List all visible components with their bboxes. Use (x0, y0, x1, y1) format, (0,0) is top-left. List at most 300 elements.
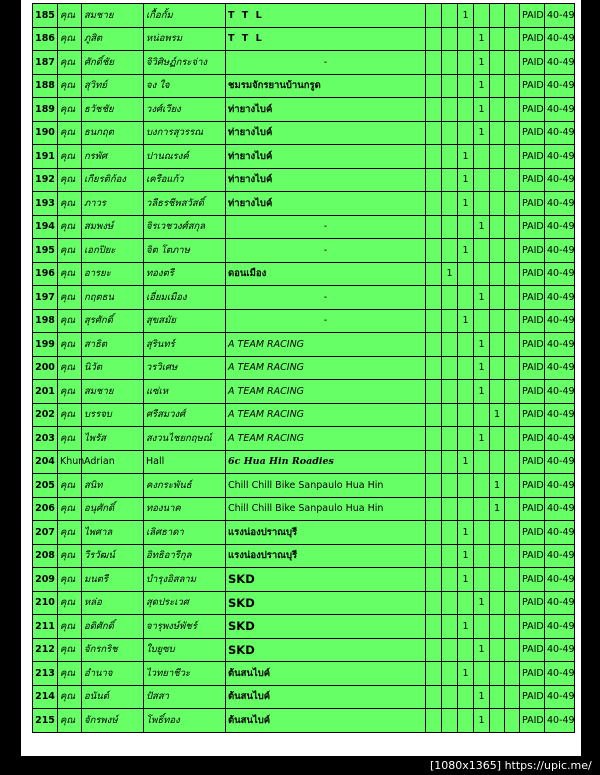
mark-cell: 1 (458, 450, 474, 474)
name-prefix: คุณ (58, 685, 82, 709)
name-prefix: คุณ (58, 74, 82, 98)
mark-cell: 1 (490, 474, 505, 498)
row-number: 192 (33, 168, 58, 192)
mark-cell (458, 27, 474, 51)
mark-cell: 1 (458, 521, 474, 545)
table-row (33, 286, 575, 310)
first-name: กรพัศ (82, 145, 144, 169)
team-name: ท่ายางไบค์ (226, 145, 426, 169)
team-name: Chill Chill Bike Sanpaulo Hua Hin (226, 497, 426, 521)
payment-status: PAID (520, 521, 545, 545)
mark-cell (505, 121, 520, 145)
age-group: 40-49 (545, 51, 575, 75)
team-name: ต้นสนไบค์ (226, 685, 426, 709)
mark-cell (490, 568, 505, 592)
row-number: 196 (33, 262, 58, 286)
mark-cell (426, 615, 442, 639)
mark-cell (505, 98, 520, 122)
last-name: จารุพงษ์พัชร์ (144, 615, 226, 639)
table-row (33, 450, 575, 474)
age-group: 40-49 (545, 192, 575, 216)
mark-cell (474, 568, 490, 592)
last-name: บำรุงอิสลาม (144, 568, 226, 592)
first-name: อำนาจ (82, 662, 144, 686)
row-number: 193 (33, 192, 58, 216)
table-row (33, 615, 575, 639)
payment-status: PAID (520, 709, 545, 733)
mark-cell: 1 (474, 427, 490, 451)
mark-cell: 1 (474, 685, 490, 709)
payment-status: PAID (520, 333, 545, 357)
payment-status: PAID (520, 192, 545, 216)
mark-cell (490, 262, 505, 286)
first-name: สมชาย (82, 4, 144, 28)
row-number: 198 (33, 309, 58, 333)
last-name: อิทธิอารีกุล (144, 544, 226, 568)
mark-cell (426, 380, 442, 404)
mark-cell (505, 638, 520, 662)
age-group: 40-49 (545, 27, 575, 51)
table-row (33, 239, 575, 263)
mark-cell (426, 239, 442, 263)
age-group: 40-49 (545, 615, 575, 639)
age-group: 40-49 (545, 450, 575, 474)
team-name: T T L (226, 4, 426, 28)
table-row (33, 121, 575, 145)
mark-cell (505, 192, 520, 216)
mark-cell (442, 474, 458, 498)
table-row (33, 709, 575, 733)
mark-cell: 1 (458, 544, 474, 568)
age-group: 40-49 (545, 685, 575, 709)
team-name: - (226, 215, 426, 239)
mark-cell (426, 74, 442, 98)
payment-status: PAID (520, 262, 545, 286)
team-name: ท่ายางไบค์ (226, 98, 426, 122)
team-name: Chill Chill Bike Sanpaulo Hua Hin (226, 474, 426, 498)
row-number: 213 (33, 662, 58, 686)
mark-cell (458, 51, 474, 75)
mark-cell (442, 521, 458, 545)
mark-cell (458, 74, 474, 98)
mark-cell (426, 662, 442, 686)
team-name: A TEAM RACING (226, 356, 426, 380)
team-name: - (226, 309, 426, 333)
mark-cell (505, 145, 520, 169)
mark-cell (442, 497, 458, 521)
table-row (33, 74, 575, 98)
mark-cell (505, 474, 520, 498)
mark-cell: 1 (474, 333, 490, 357)
mark-cell (505, 709, 520, 733)
age-group: 40-49 (545, 356, 575, 380)
mark-cell (442, 98, 458, 122)
mark-cell: 1 (490, 497, 505, 521)
last-name: จง ใจ (144, 74, 226, 98)
mark-cell (426, 403, 442, 427)
mark-cell (490, 74, 505, 98)
age-group: 40-49 (545, 497, 575, 521)
payment-status: PAID (520, 662, 545, 686)
mark-cell (426, 544, 442, 568)
row-number: 199 (33, 333, 58, 357)
mark-cell (490, 450, 505, 474)
payment-status: PAID (520, 380, 545, 404)
mark-cell (490, 591, 505, 615)
mark-cell (505, 568, 520, 592)
mark-cell (458, 98, 474, 122)
mark-cell (442, 309, 458, 333)
last-name: ไวทยาชีวะ (144, 662, 226, 686)
mark-cell (426, 591, 442, 615)
team-name: - (226, 239, 426, 263)
mark-cell (442, 286, 458, 310)
payment-status: PAID (520, 497, 545, 521)
first-name: วีรวัฒน์ (82, 544, 144, 568)
row-number: 187 (33, 51, 58, 75)
mark-cell (490, 51, 505, 75)
age-group: 40-49 (545, 662, 575, 686)
last-name: ใบยูซบ (144, 638, 226, 662)
name-prefix: คุณ (58, 615, 82, 639)
table-row (33, 685, 575, 709)
table-row (33, 638, 575, 662)
first-name: มนตรี (82, 568, 144, 592)
name-prefix: คุณ (58, 427, 82, 451)
first-name: สนิท (82, 474, 144, 498)
mark-cell (458, 638, 474, 662)
row-number: 197 (33, 286, 58, 310)
name-prefix: คุณ (58, 544, 82, 568)
mark-cell (505, 4, 520, 28)
mark-cell (442, 356, 458, 380)
team-name: A TEAM RACING (226, 427, 426, 451)
mark-cell (442, 192, 458, 216)
name-prefix: คุณ (58, 521, 82, 545)
payment-status: PAID (520, 98, 545, 122)
mark-cell (490, 286, 505, 310)
mark-cell (505, 333, 520, 357)
first-name: บรรจบ (82, 403, 144, 427)
mark-cell (426, 450, 442, 474)
payment-status: PAID (520, 74, 545, 98)
last-name: คงกระพันธ์ (144, 474, 226, 498)
age-group: 40-49 (545, 427, 575, 451)
mark-cell (442, 239, 458, 263)
mark-cell (490, 638, 505, 662)
mark-cell: 1 (474, 215, 490, 239)
team-name: แรงน่องปราณบุรี (226, 544, 426, 568)
team-name: ดอนเมือง (226, 262, 426, 286)
mark-cell (505, 215, 520, 239)
mark-cell (458, 215, 474, 239)
payment-status: PAID (520, 685, 545, 709)
payment-status: PAID (520, 568, 545, 592)
mark-cell (490, 427, 505, 451)
name-prefix: คุณ (58, 98, 82, 122)
mark-cell (474, 615, 490, 639)
payment-status: PAID (520, 51, 545, 75)
mark-cell (505, 309, 520, 333)
payment-status: PAID (520, 638, 545, 662)
mark-cell: 1 (458, 662, 474, 686)
mark-cell (442, 74, 458, 98)
first-name: หล่อ (82, 591, 144, 615)
payment-status: PAID (520, 27, 545, 51)
first-name: จักรกริช (82, 638, 144, 662)
team-name: T T L (226, 27, 426, 51)
payment-status: PAID (520, 427, 545, 451)
row-number: 211 (33, 615, 58, 639)
team-name: - (226, 286, 426, 310)
mark-cell (505, 685, 520, 709)
age-group: 40-49 (545, 568, 575, 592)
table-row (33, 98, 575, 122)
last-name: เอี่ยมเมือง (144, 286, 226, 310)
mark-cell (426, 27, 442, 51)
mark-cell (490, 145, 505, 169)
first-name: สุรศักดิ์ (82, 309, 144, 333)
name-prefix: คุณ (58, 403, 82, 427)
name-prefix: คุณ (58, 474, 82, 498)
mark-cell (490, 709, 505, 733)
mark-cell (426, 4, 442, 28)
last-name: จิต โตภาษ (144, 239, 226, 263)
mark-cell (426, 685, 442, 709)
table-row (33, 662, 575, 686)
age-group: 40-49 (545, 98, 575, 122)
mark-cell: 1 (474, 51, 490, 75)
mark-cell (458, 427, 474, 451)
mark-cell (426, 709, 442, 733)
mark-cell (490, 356, 505, 380)
first-name: ภาวร (82, 192, 144, 216)
table-row (33, 403, 575, 427)
mark-cell (474, 403, 490, 427)
mark-cell (426, 474, 442, 498)
name-prefix: คุณ (58, 638, 82, 662)
table-row (33, 544, 575, 568)
age-group: 40-49 (545, 4, 575, 28)
payment-status: PAID (520, 121, 545, 145)
last-name: Hall (144, 450, 226, 474)
mark-cell (490, 309, 505, 333)
mark-cell (474, 309, 490, 333)
mark-cell: 1 (490, 403, 505, 427)
registration-table (32, 3, 575, 733)
mark-cell (505, 544, 520, 568)
team-name: ท่ายางไบค์ (226, 168, 426, 192)
team-name: A TEAM RACING (226, 333, 426, 357)
name-prefix: คุณ (58, 51, 82, 75)
row-number: 208 (33, 544, 58, 568)
mark-cell (426, 168, 442, 192)
mark-cell (458, 333, 474, 357)
name-prefix: คุณ (58, 4, 82, 28)
mark-cell (474, 145, 490, 169)
table-row (33, 192, 575, 216)
mark-cell (474, 474, 490, 498)
team-name: 6c Hua Hin Roadies (226, 450, 426, 474)
table-row (33, 497, 575, 521)
name-prefix: Khun (58, 450, 82, 474)
mark-cell (426, 98, 442, 122)
row-number: 205 (33, 474, 58, 498)
age-group: 40-49 (545, 74, 575, 98)
mark-cell (426, 286, 442, 310)
name-prefix: คุณ (58, 380, 82, 404)
mark-cell: 1 (458, 4, 474, 28)
payment-status: PAID (520, 239, 545, 263)
mark-cell (426, 145, 442, 169)
mark-cell (490, 239, 505, 263)
last-name: สุขสมัย (144, 309, 226, 333)
mark-cell: 1 (474, 380, 490, 404)
watermark-text: [1080x1365] https://upic.me/ (430, 759, 592, 772)
mark-cell (442, 168, 458, 192)
team-name: SKD (226, 591, 426, 615)
last-name: ปัสสา (144, 685, 226, 709)
table-row (33, 333, 575, 357)
row-number: 204 (33, 450, 58, 474)
mark-cell (505, 27, 520, 51)
mark-cell (442, 4, 458, 28)
mark-cell (442, 145, 458, 169)
name-prefix: คุณ (58, 27, 82, 51)
mark-cell (505, 662, 520, 686)
mark-cell (442, 685, 458, 709)
row-number: 202 (33, 403, 58, 427)
row-number: 214 (33, 685, 58, 709)
table-row (33, 427, 575, 451)
mark-cell (490, 521, 505, 545)
team-name: SKD (226, 638, 426, 662)
payment-status: PAID (520, 309, 545, 333)
last-name: แซ่เห (144, 380, 226, 404)
first-name: สมชาย (82, 380, 144, 404)
first-name: ไพรัส (82, 427, 144, 451)
mark-cell: 1 (458, 168, 474, 192)
age-group: 40-49 (545, 286, 575, 310)
mark-cell (474, 168, 490, 192)
first-name: ไพศาล (82, 521, 144, 545)
table-row (33, 262, 575, 286)
first-name: อนุศักดิ์ (82, 497, 144, 521)
mark-cell (490, 544, 505, 568)
first-name: ธนกฤต (82, 121, 144, 145)
name-prefix: คุณ (58, 239, 82, 263)
mark-cell (505, 262, 520, 286)
mark-cell (490, 333, 505, 357)
age-group: 40-49 (545, 403, 575, 427)
age-group: 40-49 (545, 215, 575, 239)
last-name: เกื้อกั้ม (144, 4, 226, 28)
mark-cell (505, 380, 520, 404)
last-name: บงการสุวรรณ (144, 121, 226, 145)
row-number: 215 (33, 709, 58, 733)
age-group: 40-49 (545, 591, 575, 615)
mark-cell (474, 239, 490, 263)
first-name: เอกปิยะ (82, 239, 144, 263)
mark-cell (442, 662, 458, 686)
mark-cell (490, 27, 505, 51)
first-name: Adrian (82, 450, 144, 474)
row-number: 209 (33, 568, 58, 592)
name-prefix: คุณ (58, 192, 82, 216)
first-name: เกียรติก้อง (82, 168, 144, 192)
first-name: สาธิต (82, 333, 144, 357)
mark-cell (490, 192, 505, 216)
table-row (33, 380, 575, 404)
age-group: 40-49 (545, 638, 575, 662)
name-prefix: คุณ (58, 568, 82, 592)
payment-status: PAID (520, 4, 545, 28)
mark-cell: 1 (474, 27, 490, 51)
team-name: แรงน่องปราณบุรี (226, 521, 426, 545)
mark-cell (505, 615, 520, 639)
payment-status: PAID (520, 403, 545, 427)
first-name: นิวัต (82, 356, 144, 380)
mark-cell (505, 497, 520, 521)
last-name: เครือแก้ว (144, 168, 226, 192)
mark-cell (490, 121, 505, 145)
mark-cell (426, 638, 442, 662)
row-number: 194 (33, 215, 58, 239)
payment-status: PAID (520, 474, 545, 498)
mark-cell (474, 521, 490, 545)
payment-status: PAID (520, 450, 545, 474)
mark-cell (426, 333, 442, 357)
row-number: 189 (33, 98, 58, 122)
age-group: 40-49 (545, 709, 575, 733)
row-number: 200 (33, 356, 58, 380)
mark-cell (426, 309, 442, 333)
mark-cell (458, 380, 474, 404)
name-prefix: คุณ (58, 121, 82, 145)
row-number: 191 (33, 145, 58, 169)
first-name: สุวิทย์ (82, 74, 144, 98)
mark-cell (505, 356, 520, 380)
mark-cell: 1 (474, 356, 490, 380)
mark-cell: 1 (458, 309, 474, 333)
team-name: ต้นสนไบค์ (226, 662, 426, 686)
name-prefix: คุณ (58, 215, 82, 239)
mark-cell (442, 380, 458, 404)
mark-cell (505, 521, 520, 545)
mark-cell (474, 497, 490, 521)
mark-cell (442, 333, 458, 357)
mark-cell (426, 192, 442, 216)
mark-cell (458, 403, 474, 427)
mark-cell (442, 709, 458, 733)
table-row (33, 27, 575, 51)
mark-cell (490, 168, 505, 192)
last-name: วงศ์เวียง (144, 98, 226, 122)
name-prefix: คุณ (58, 662, 82, 686)
mark-cell: 1 (458, 568, 474, 592)
row-number: 195 (33, 239, 58, 263)
mark-cell (442, 215, 458, 239)
mark-cell: 1 (474, 74, 490, 98)
first-name: อนันต์ (82, 685, 144, 709)
row-number: 210 (33, 591, 58, 615)
age-group: 40-49 (545, 333, 575, 357)
row-number: 188 (33, 74, 58, 98)
first-name: สมพงษ์ (82, 215, 144, 239)
table-row (33, 521, 575, 545)
mark-cell: 1 (474, 709, 490, 733)
mark-cell (426, 356, 442, 380)
